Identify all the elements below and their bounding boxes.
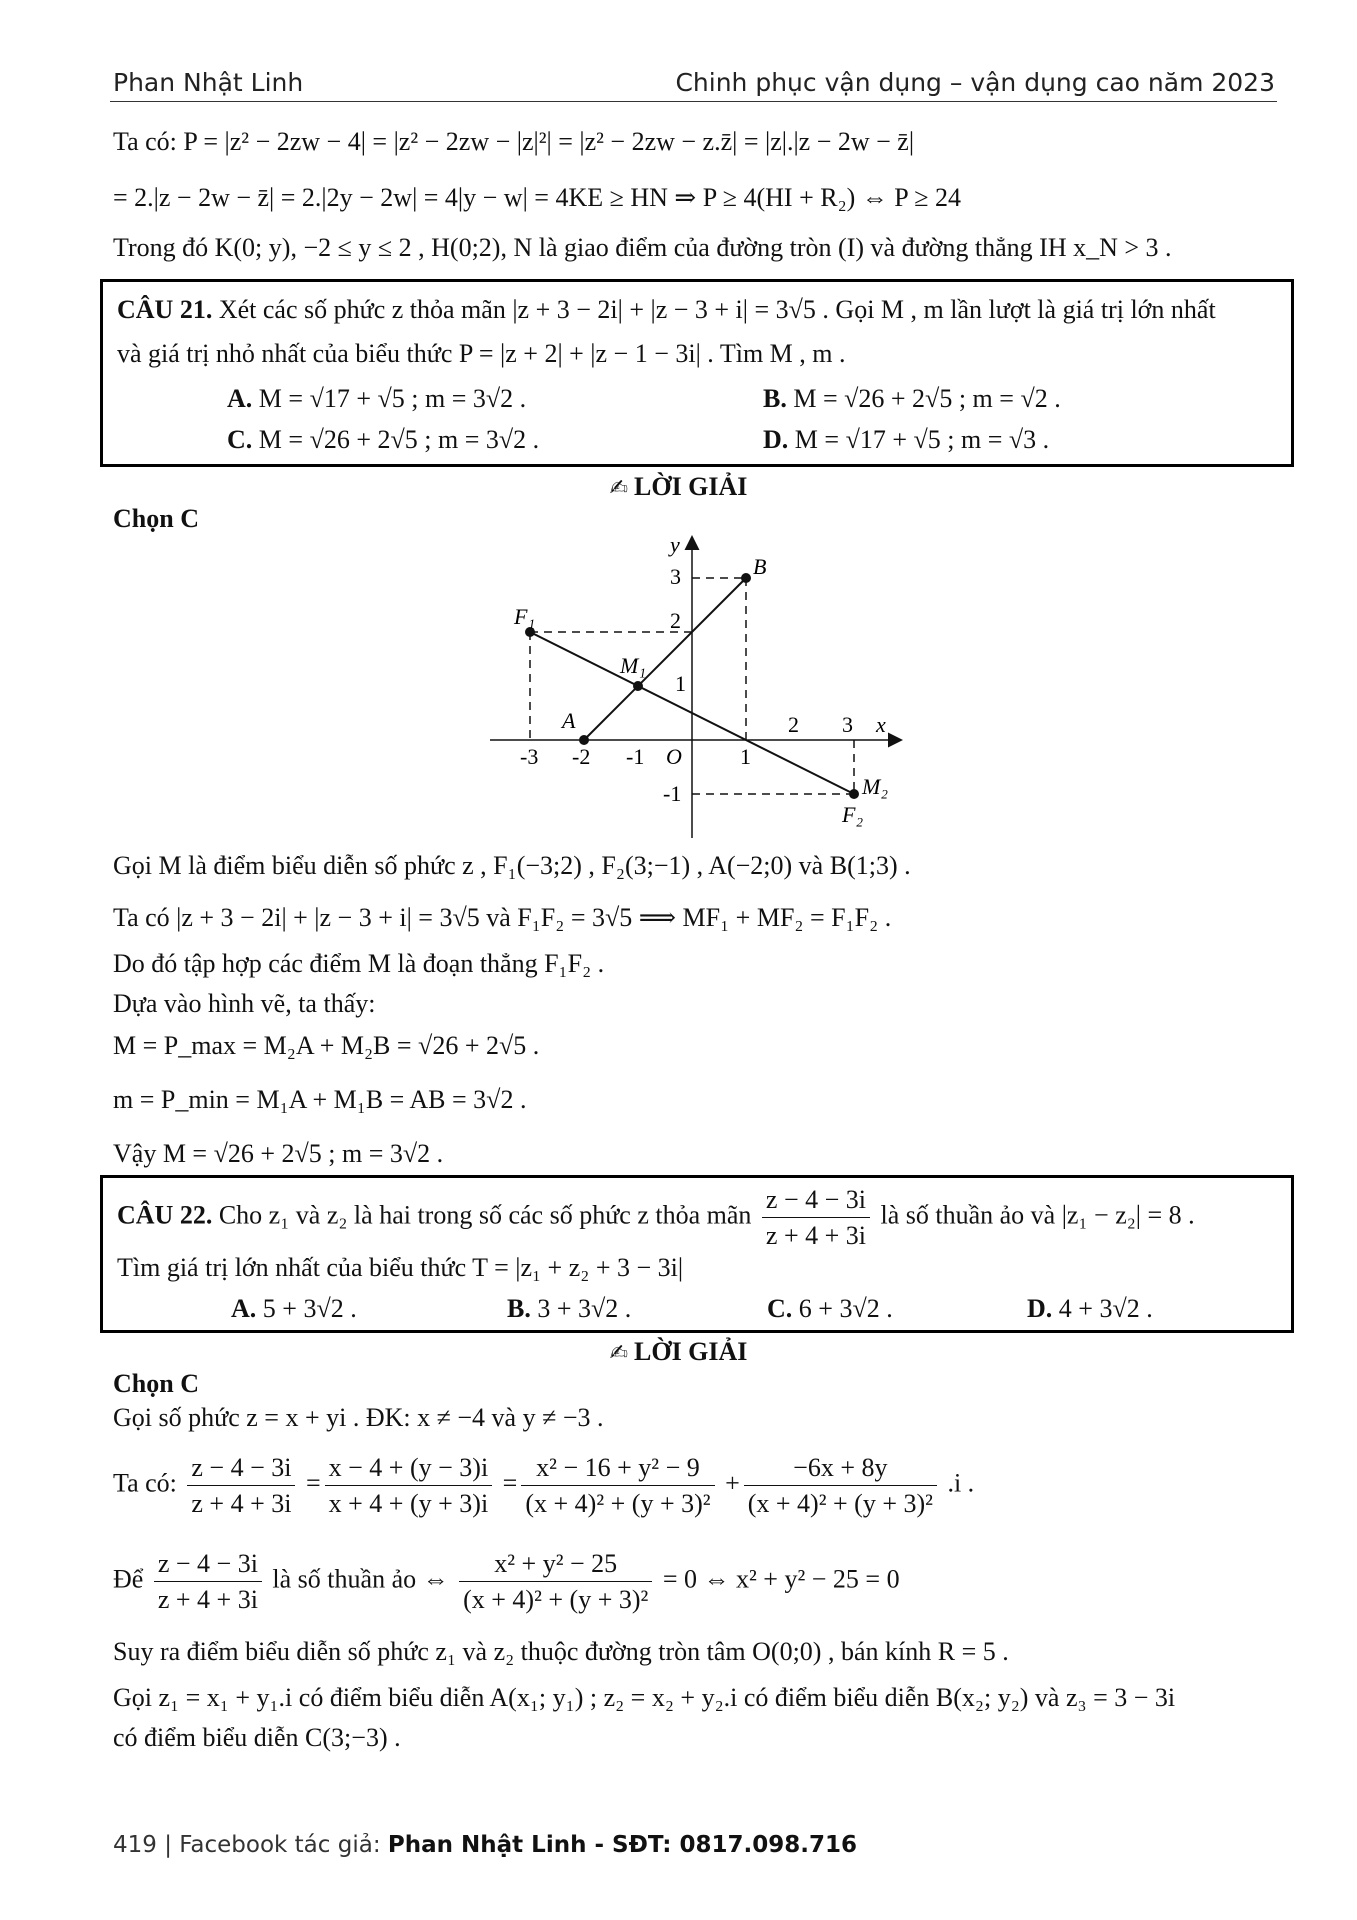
prev-solution-line-3: Trong đó K(0; y), −2 ≤ y ≤ 2 , H(0;2), N là giao điểm của đường tròn (I) và đường thẳng IH x_N > 3 . <box>113 233 1172 262</box>
question-21-box <box>100 279 1294 467</box>
page-number: 419 <box>113 1832 157 1858</box>
question-21-text-1 <box>117 294 1216 325</box>
tick-y-2: 2 <box>670 608 681 633</box>
origin-label: O <box>666 744 682 769</box>
tick-y-3: 3 <box>670 564 681 589</box>
header-title: Chinh phục vận dụng – vận dụng cao năm 2023 <box>675 68 1275 97</box>
solution-22-line-6: có điểm biểu diễn C(3;−3) . <box>113 1723 401 1752</box>
label-f1: F₁ <box>514 604 536 629</box>
tick-x-2: 2 <box>788 712 799 737</box>
question-22-fraction: $\frac{z - 4 - 3i}{z + 4 + 3i}$ <box>762 1184 870 1251</box>
solution-22-line-2: Ta có: $\frac{z - 4 - 3i}{z + 4 + 3i}$ = $\frac{x - 4 + (y - 3)i}{x + 4 + (y + 3)i}$ = $\frac{\text{x² − 16 + y² − 9}}{\text{(x + 4)² + (y + 3)²}}$ + $\frac{-6x + 8y}{\text{(x + 4)² + (y + 3)²}}$ .i . <box>113 1453 975 1519</box>
question-21-text-2: và giá trị nhỏ nhất của biểu thức P = |z + 2| + |z − 1 − 3i| . Tìm M , m . <box>117 339 846 368</box>
label-b: B <box>753 554 767 579</box>
point-m2 <box>849 789 859 799</box>
tick-x-neg3: -3 <box>520 744 539 769</box>
question-21-label: CÂU 21. <box>117 295 213 324</box>
solution-21-line-2: Ta có |z + 3 − 2i| + |z − 3 + i| = 3√5 và F₁F₂ = 3√5 ⟹ MF₁ + MF₂ = F₁F₂ . <box>113 903 892 932</box>
solution-22-line-3: Để $\frac{z - 4 - 3i}{z + 4 + 3i}$ là số thuần ảo ⇔ $\frac{\text{x² + y² − 25}}{\text{(x + 4)² + (y + 3)²}}$ = 0 ⇔ x² + y² − 25 = 0 <box>113 1549 900 1615</box>
question-22-option-c: C. 6 + 3√2 . <box>767 1294 893 1323</box>
tick-x-neg2: -2 <box>572 744 591 769</box>
header-divider <box>110 101 1277 102</box>
solution-22-choice: Chọn C <box>113 1369 199 1398</box>
question-22-text-2: Tìm giá trị lớn nhất của biểu thức T = |z₁ + z₂ + 3 − 3i| <box>117 1253 684 1282</box>
segment-ab <box>584 578 746 740</box>
pen-icon: ✍ <box>609 476 628 501</box>
tick-y-neg1: -1 <box>663 781 682 806</box>
solution-21-line-4: Dựa vào hình vẽ, ta thấy: <box>113 989 376 1018</box>
question-21-option-a: A. M = √17 + √5 ; m = 3√2 . <box>227 384 527 413</box>
label-m2: M₂ <box>862 774 888 799</box>
solution-21-heading: ✍ LỜI GIẢI <box>609 472 748 501</box>
pen-icon: ✍ <box>609 1341 628 1366</box>
solution-21-choice: Chọn C <box>113 504 199 533</box>
solution-21-line-1: Gọi M là điểm biểu diễn số phức z , F₁(−3;2) , F₂(3;−1) , A(−2;0) và B(1;3) . <box>113 851 911 880</box>
axis-label-y: y <box>670 532 680 557</box>
label-a: A <box>562 708 576 733</box>
solution-21-line-6: m = P_min = M₁A + M₁B = AB = 3√2 . <box>113 1085 527 1114</box>
question-22-text-1: CÂU 22. Cho z₁ và z₂ là hai trong số các số phức z thỏa mãn $\frac{z - 4 - 3i}{z + 4 + 3i}$ là số thuần ảo và |z₁ − z₂| = 8 . <box>117 1185 1195 1251</box>
question-22-label: CÂU 22. <box>117 1200 213 1230</box>
page-footer: 419 | Facebook tác giả: Phan Nhật Linh - SĐT: 0817.098.716 <box>113 1832 857 1858</box>
label-f2: F₂ <box>842 802 864 827</box>
footer-author: Phan Nhật Linh - SĐT: 0817.098.716 <box>387 1832 857 1858</box>
tick-x-3: 3 <box>842 712 853 737</box>
tick-y-1: 1 <box>675 671 686 696</box>
tick-x-neg1: -1 <box>626 744 645 769</box>
question-22-option-a: A. 5 + 3√2 . <box>231 1294 357 1323</box>
solution-21-line-3: Do đó tập hợp các điểm M là đoạn thẳng F₁F₂ . <box>113 949 605 978</box>
prev-solution-line-2: = 2.|z − 2w − z̄| = 2.|2y − 2w| = 4|y − w| = 4KE ≥ HN ⇒ P ≥ 4(HI + R₂) ⇔ P ≥ 24 <box>113 183 962 212</box>
question-22-option-b: B. 3 + 3√2 . <box>507 1294 632 1323</box>
solution-22-line-4: Suy ra điểm biểu diễn số phức z₁ và z₂ thuộc đường tròn tâm O(0;0) , bán kính R = 5 . <box>113 1637 1009 1666</box>
solution-22-line-5: Gọi z₁ = x₁ + y₁.i có điểm biểu diễn A(x₁; y₁) ; z₂ = x₂ + y₂.i có điểm biểu diễn B(x₂; y₂) và z₃ = 3 − 3i <box>113 1683 1176 1712</box>
solution-21-line-7: Vậy M = √26 + 2√5 ; m = 3√2 . <box>113 1139 444 1168</box>
question-21-option-d: D. M = √17 + √5 ; m = √3 . <box>763 425 1050 454</box>
label-m1: M₁ <box>620 653 646 678</box>
axis-label-x: x <box>876 712 886 737</box>
question-22-option-d: D. 4 + 3√2 . <box>1027 1294 1153 1323</box>
coordinate-graph <box>480 528 910 840</box>
solution-21-line-5: M = P_max = M₂A + M₂B = √26 + 2√5 . <box>113 1031 540 1060</box>
solution-22-line-1: Gọi số phức z = x + yi . ĐK: x ≠ −4 và y ≠ −3 . <box>113 1403 604 1432</box>
question-22-box <box>100 1175 1294 1333</box>
solution-22-heading: ✍ LỜI GIẢI <box>609 1337 748 1366</box>
header-author: Phan Nhật Linh <box>113 68 304 97</box>
question-21-option-c: C. M = √26 + 2√5 ; m = 3√2 . <box>227 425 540 454</box>
prev-solution-line-1: Ta có: P = |z² − 2zw − 4| = |z² − 2zw − |z|²| = |z² − 2zw − z.z̄| = |z|.|z − 2w − z̄| <box>113 127 915 156</box>
question-21-option-b: B. M = √26 + 2√5 ; m = √2 . <box>763 384 1061 413</box>
tick-x-1: 1 <box>740 744 751 769</box>
point-b <box>741 573 751 583</box>
question-21-stem: Xét các số phức z thỏa mãn |z + 3 − 2i| + |z − 3 + i| = 3√5 . Gọi M , m lần lượt là giá trị lớn nhất <box>212 295 1216 324</box>
point-m1 <box>633 681 643 691</box>
